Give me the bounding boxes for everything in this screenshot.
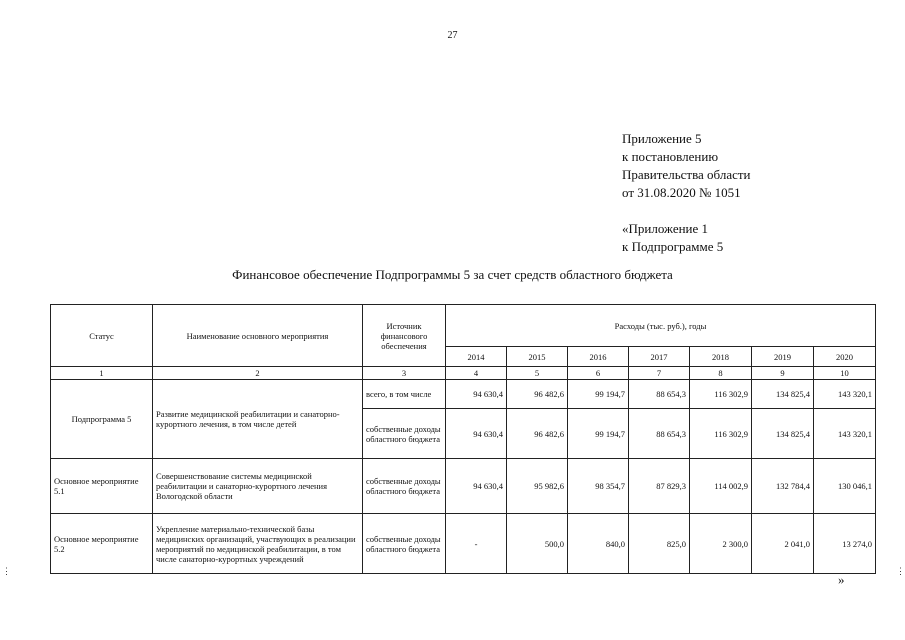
- table-row: [51, 459, 876, 514]
- row-value: 500,0: [507, 514, 568, 574]
- appendix-line: к постановлению: [622, 149, 719, 164]
- column-number: 6: [568, 367, 629, 380]
- row-source: всего, в том числе: [363, 380, 446, 409]
- appendix-block: [622, 130, 751, 256]
- table-row: [51, 380, 876, 409]
- row-status: Основное мероприятие 5.1: [51, 459, 153, 514]
- column-number: 8: [690, 367, 752, 380]
- row-value: 96 482,6: [507, 409, 568, 459]
- row-value: 116 302,9: [690, 409, 752, 459]
- appendix-line: к Подпрограмме 5: [622, 239, 724, 254]
- row-value: 88 654,3: [629, 380, 690, 409]
- appendix-line: Приложение 5: [622, 131, 702, 146]
- header-row: [51, 305, 876, 347]
- appendix-gap: [622, 202, 751, 220]
- row-value: 94 630,4: [446, 409, 507, 459]
- header-year: 2018: [690, 347, 752, 367]
- column-number: 10: [814, 367, 876, 380]
- row-value: 130 046,1: [814, 459, 876, 514]
- row-value: 134 825,4: [752, 380, 814, 409]
- row-name: Совершенствование системы медицинской реабилитации и санаторно-курортного лечения Вологодской области: [153, 459, 363, 514]
- row-value: 134 825,4: [752, 409, 814, 459]
- column-number-row: [51, 367, 876, 380]
- row-value: 114 002,9: [690, 459, 752, 514]
- row-value: 95 982,6: [507, 459, 568, 514]
- row-value: 94 630,4: [446, 380, 507, 409]
- row-value: 116 302,9: [690, 380, 752, 409]
- column-number: 4: [446, 367, 507, 380]
- row-value: 88 654,3: [629, 409, 690, 459]
- header-year: 2016: [568, 347, 629, 367]
- row-value: 840,0: [568, 514, 629, 574]
- row-value: 143 320,1: [814, 409, 876, 459]
- column-number: 9: [752, 367, 814, 380]
- row-value: 132 784,4: [752, 459, 814, 514]
- column-number: 2: [153, 367, 363, 380]
- column-number: 7: [629, 367, 690, 380]
- row-value: 825,0: [629, 514, 690, 574]
- header-year: 2015: [507, 347, 568, 367]
- column-number: 5: [507, 367, 568, 380]
- header-expenses: Расходы (тыс. руб.), годы: [446, 305, 876, 347]
- row-name: Развитие медицинской реабилитации и санаторно-курортного лечения, в том числе детей: [153, 380, 363, 459]
- appendix-line: Правительства области: [622, 167, 751, 182]
- row-name: Укрепление материально-технической базы медицинских организаций, участвующих в реализации мероприятий по медицинской реабилитации, в том числе санаторно-курортных учреждений: [153, 514, 363, 574]
- row-value: 99 194,7: [568, 409, 629, 459]
- row-source: собственные доходы областного бюджета: [363, 409, 446, 459]
- row-value: 87 829,3: [629, 459, 690, 514]
- column-number: 1: [51, 367, 153, 380]
- document-title: Финансовое обеспечение Подпрограммы 5 за счет средств областного бюджета: [232, 267, 673, 282]
- financing-table: [50, 304, 876, 574]
- row-value: 2 300,0: [690, 514, 752, 574]
- right-edge-mark: ⋮: [896, 566, 905, 576]
- row-source: собственные доходы областного бюджета: [363, 514, 446, 574]
- table-row: [51, 514, 876, 574]
- column-number: 3: [363, 367, 446, 380]
- row-source: собственные доходы областного бюджета: [363, 459, 446, 514]
- row-value: 2 041,0: [752, 514, 814, 574]
- row-value: -: [446, 514, 507, 574]
- row-status: Подпрограмма 5: [51, 380, 153, 459]
- header-year: 2020: [814, 347, 876, 367]
- appendix-line: от 31.08.2020 № 1051: [622, 185, 741, 200]
- row-value: 98 354,7: [568, 459, 629, 514]
- row-status: Основное мероприятие 5.2: [51, 514, 153, 574]
- appendix-line: «Приложение 1: [622, 221, 709, 236]
- row-value: 96 482,6: [507, 380, 568, 409]
- header-year: 2014: [446, 347, 507, 367]
- left-edge-mark: ⋮: [2, 566, 11, 576]
- header-year: 2017: [629, 347, 690, 367]
- continuation-mark: »: [838, 572, 845, 587]
- row-value: 13 274,0: [814, 514, 876, 574]
- header-year: 2019: [752, 347, 814, 367]
- header-source: Источник финансового обеспечения: [363, 305, 446, 367]
- page-number: 27: [447, 30, 458, 41]
- row-value: 99 194,7: [568, 380, 629, 409]
- header-status: Статус: [51, 305, 153, 367]
- row-value: 94 630,4: [446, 459, 507, 514]
- row-value: 143 320,1: [814, 380, 876, 409]
- header-name: Наименование основного мероприятия: [153, 305, 363, 367]
